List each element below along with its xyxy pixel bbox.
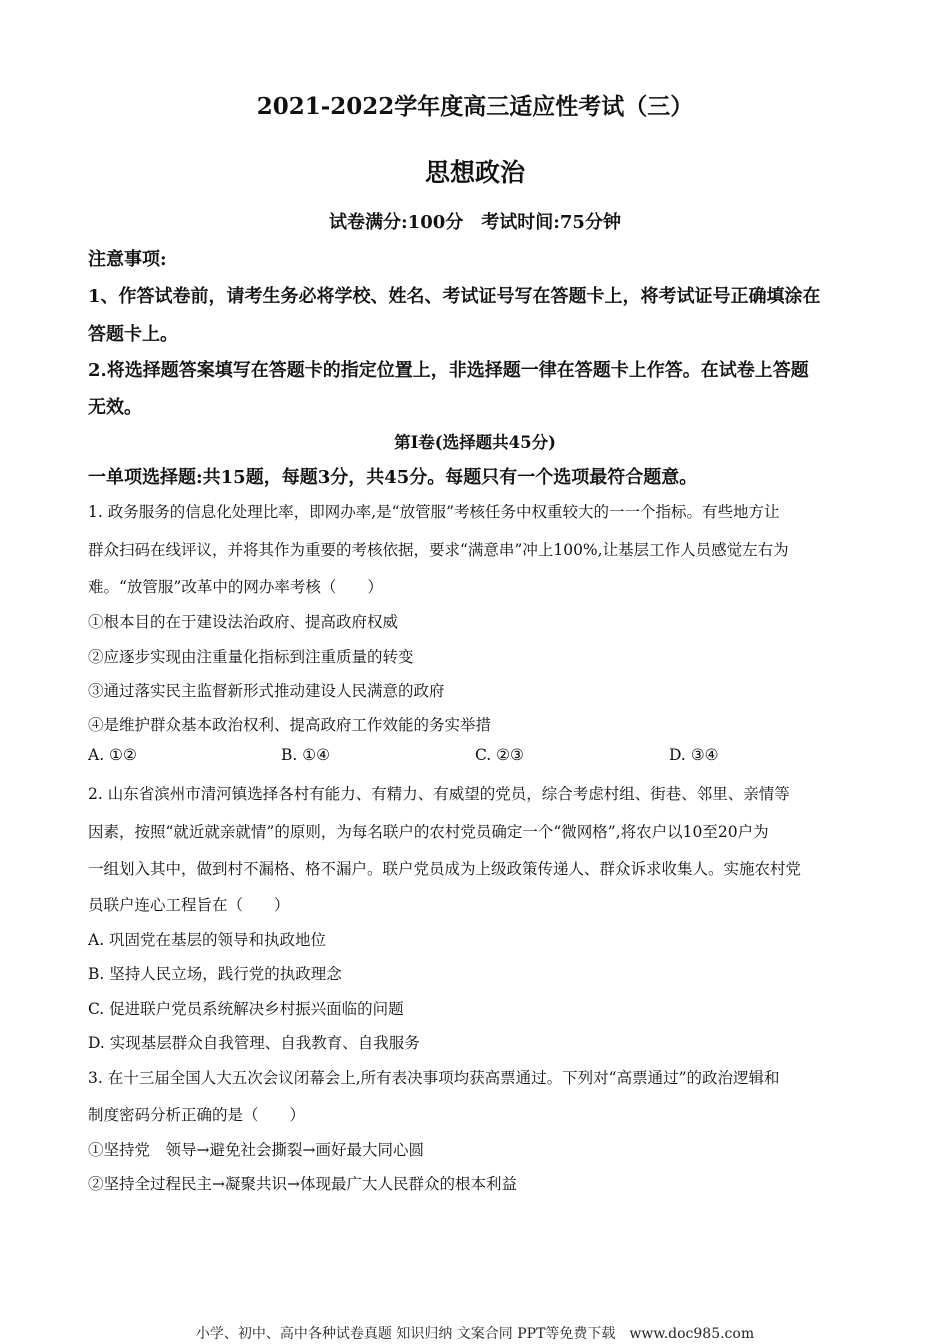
q1-option-c: C. ②③	[475, 746, 524, 764]
q3-stem-line-1: 3. 在十三届全国人大五次会议闭幕会上,所有表决事项均获高票通过。下列对“高票通过”的政治逻辑和	[88, 1069, 780, 1087]
q2-stem-line-2: 因素，按照“就近就亲就情”的原则，为每名联户的农村党员确定一个“微网格”,将农户以10至20户为	[88, 823, 769, 841]
notice-heading: 注意事项:	[88, 249, 167, 270]
q1-statement-2: ②应逐步实现由注重量化指标到注重质量的转变	[88, 648, 414, 666]
q1-statement-1: ①根本目的在于建设法治政府、提高政府权威	[88, 613, 399, 631]
page-footer: 小学、初中、高中各种试卷真题 知识归纳 文案合同 PPT等免费下载 www.doc985.com	[195, 1326, 755, 1342]
q2-option-c: C. 促进联户党员系统解决乡村振兴面临的问题	[88, 1000, 404, 1018]
q1-stem-line-1: 1. 政务服务的信息化处理比率，即网办率,是“放管服”考核任务中权重较大的一一个指标。有些地方让	[88, 503, 780, 521]
exam-title: 2021-2022学年度高三适应性考试（三）	[256, 93, 694, 120]
q1-stem-line-3: 难。“放管服”改革中的网办率考核（ ）	[88, 578, 383, 596]
score-time: 试卷满分:100分 考试时间:75分钟	[329, 212, 621, 233]
q1-option-d: D. ③④	[669, 746, 719, 764]
notice-item-2-line-2: 无效。	[88, 397, 142, 418]
q1-statement-3: ③通过落实民主监督新形式推动建设人民满意的政府	[88, 682, 445, 700]
notice-item-1-line-2: 答题卡上。	[88, 324, 178, 345]
notice-item-2-line-1: 2.将选择题答案填写在答题卡的指定位置上，非选择题一律在答题卡上作答。在试卷上答题	[88, 360, 809, 381]
q2-option-b: B. 坚持人民立场，践行党的执政理念	[88, 965, 342, 983]
q2-stem-line-1: 2. 山东省滨州市清河镇选择各村有能力、有精力、有威望的党员，综合考虑村组、街巷、邻里、亲情等	[88, 785, 790, 803]
q2-stem-line-3: 一组划入其中，做到村不漏格、格不漏户。联户党员成为上级政策传递人、群众诉求收集人。实施农村党	[88, 860, 802, 878]
notice-item-1-line-1: 1、作答试卷前，请考生务必将学校、姓名、考试证号写在答题卡上，将考试证号正确填涂在	[88, 286, 821, 307]
q1-stem-line-2: 群众扫码在线评议，并将其作为重要的考核依据，要求“满意串”冲上100%,让基层工作人员感觉左右为	[88, 541, 789, 559]
q2-option-d: D. 实现基层群众自我管理、自我教育、自我服务	[88, 1034, 420, 1052]
q2-option-a: A. 巩固党在基层的领导和执政地位	[88, 931, 327, 949]
q1-option-b: B. ①④	[281, 746, 331, 764]
section-instruction: 一单项选择题:共15题，每题3分，共45分。每题只有一个选项最符合题意。	[88, 467, 698, 488]
q1-statement-4: ④是维护群众基本政治权利、提高政府工作效能的务实举措	[88, 716, 492, 734]
q1-option-a: A. ①②	[88, 746, 137, 764]
q3-statement-1: ①坚持党 领导→避免社会撕裂→画好最大同心圆	[88, 1141, 424, 1159]
section-title: 第Ⅰ卷(选择题共45分)	[394, 433, 556, 452]
subject-title: 思想政治	[424, 158, 525, 187]
q3-stem-line-2: 制度密码分析正确的是（ ）	[88, 1106, 306, 1124]
q2-stem-line-4: 员联户连心工程旨在（ ）	[88, 896, 290, 914]
q3-statement-2: ②坚持全过程民主→凝聚共识→体现最广大人民群众的根本利益	[88, 1175, 517, 1193]
